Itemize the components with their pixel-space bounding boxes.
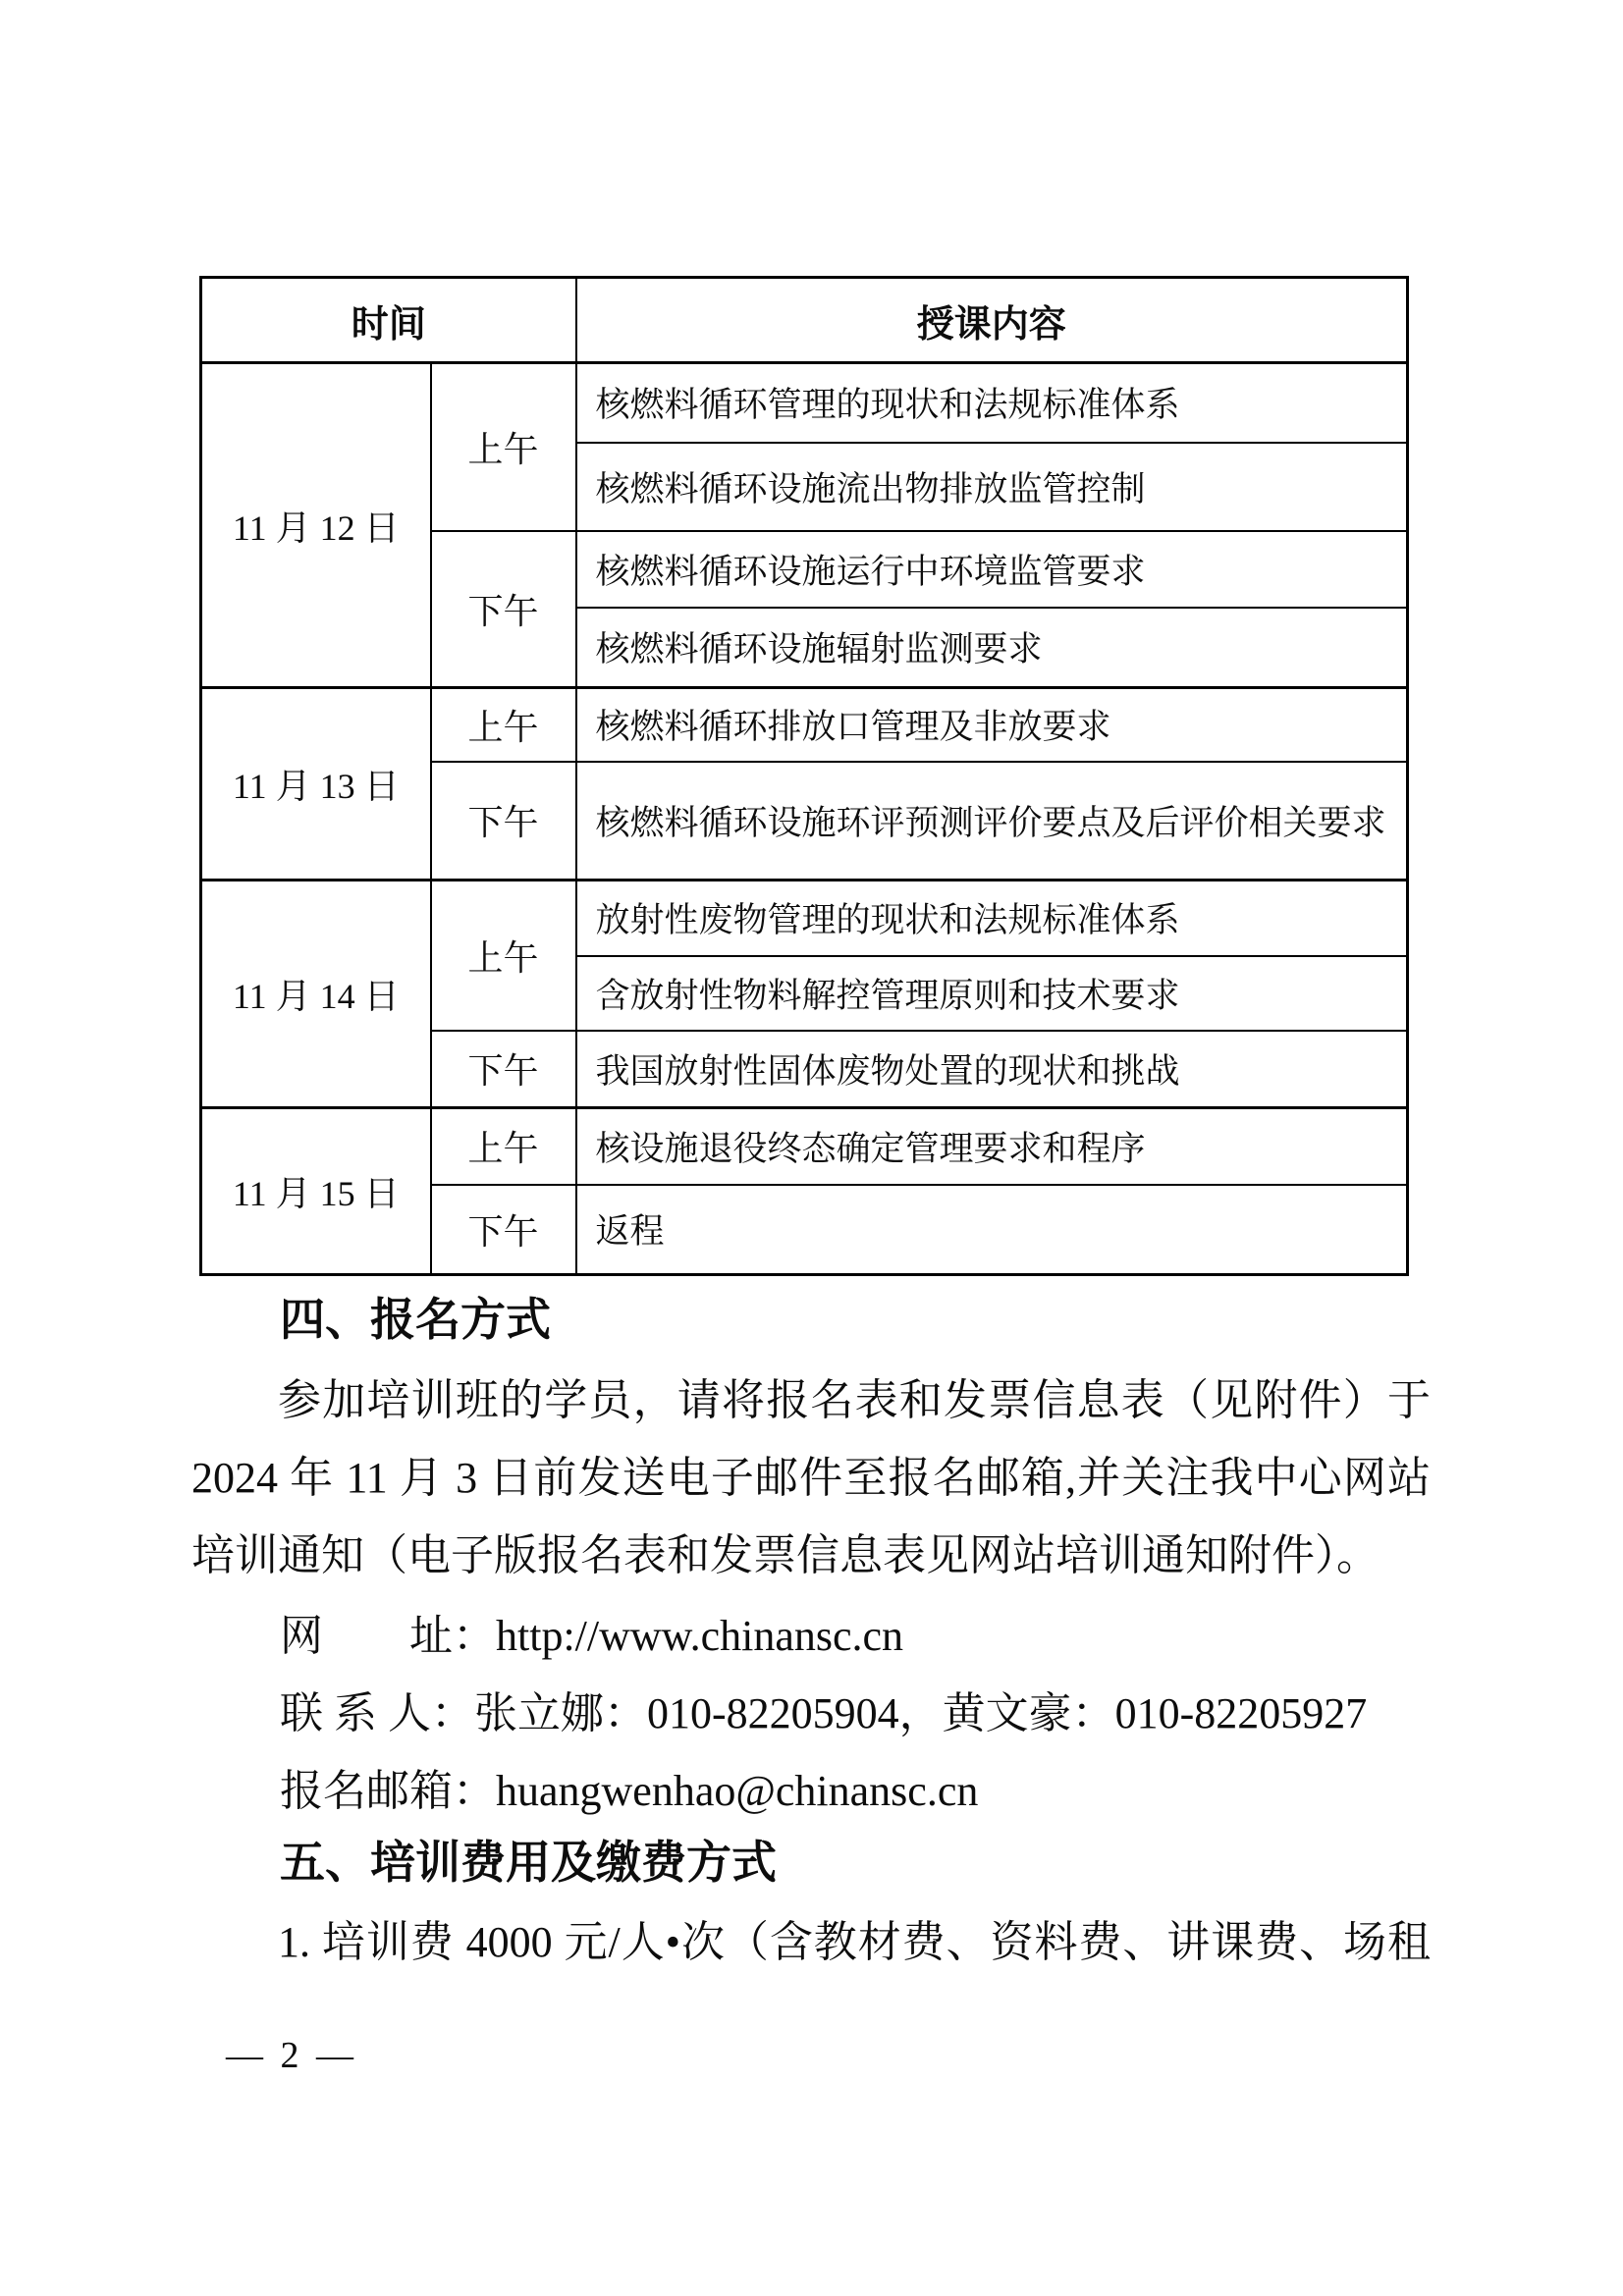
period-cell: 上午 [431,1108,576,1185]
period-cell: 下午 [431,531,576,688]
topic-cell: 核燃料循环设施环评预测评价要点及后评价相关要求 [576,762,1408,881]
topic-cell: 核设施退役终态确定管理要求和程序 [576,1108,1408,1185]
topic-cell: 核燃料循环设施辐射监测要求 [576,608,1408,688]
contact-line: 联 系 人：张立娜：010-82205904，黄文豪：010-82205927 [280,1689,1368,1737]
period-cell: 上午 [431,688,576,762]
period-cell: 下午 [431,762,576,881]
email-line: 报名邮箱：huangwenhao@chinansc.cn [280,1767,979,1815]
date-cell: 11 月 12 日 [201,363,431,688]
topic-cell: 核燃料循环设施运行中环境监管要求 [576,531,1408,608]
period-cell: 上午 [431,363,576,531]
table-header-time: 时间 [201,278,576,363]
topic-cell: 核燃料循环设施流出物排放监管控制 [576,443,1408,531]
topic-cell: 返程 [576,1185,1408,1275]
date-cell: 11 月 14 日 [201,881,431,1108]
registration-paragraph-line-3: 培训通知（电子版报名表和发票信息表见网站培训通知附件）。 [191,1531,1380,1579]
page-number: — 2 — [226,2035,357,2076]
table-header-content: 授课内容 [576,278,1408,363]
fee-line: 1. 培训费 4000 元/人•次（含教材费、资料费、讲课费、场租 [278,1918,1431,1966]
topic-cell: 核燃料循环管理的现状和法规标准体系 [576,363,1408,443]
website-line: 网 址：http://www.chinansc.cn [280,1612,904,1660]
registration-paragraph-line-2: 2024 年 11 月 3 日前发送电子邮件至报名邮箱,并关注我中心网站 [191,1454,1431,1502]
section4-heading: 四、报名方式 [280,1294,551,1345]
section5-heading: 五、培训费用及缴费方式 [280,1837,777,1888]
topic-cell: 核燃料循环排放口管理及非放要求 [576,688,1408,762]
date-cell: 11 月 15 日 [201,1108,431,1275]
period-cell: 下午 [431,1185,576,1275]
period-cell: 上午 [431,881,576,1031]
schedule-table [199,276,1409,1276]
topic-cell: 我国放射性固体废物处置的现状和挑战 [576,1031,1408,1108]
date-cell: 11 月 13 日 [201,688,431,881]
topic-cell: 放射性废物管理的现状和法规标准体系 [576,881,1408,956]
period-cell: 下午 [431,1031,576,1108]
registration-paragraph-line-1: 参加培训班的学员，请将报名表和发票信息表（见附件）于 [278,1376,1431,1424]
topic-cell: 含放射性物料解控管理原则和技术要求 [576,956,1408,1031]
